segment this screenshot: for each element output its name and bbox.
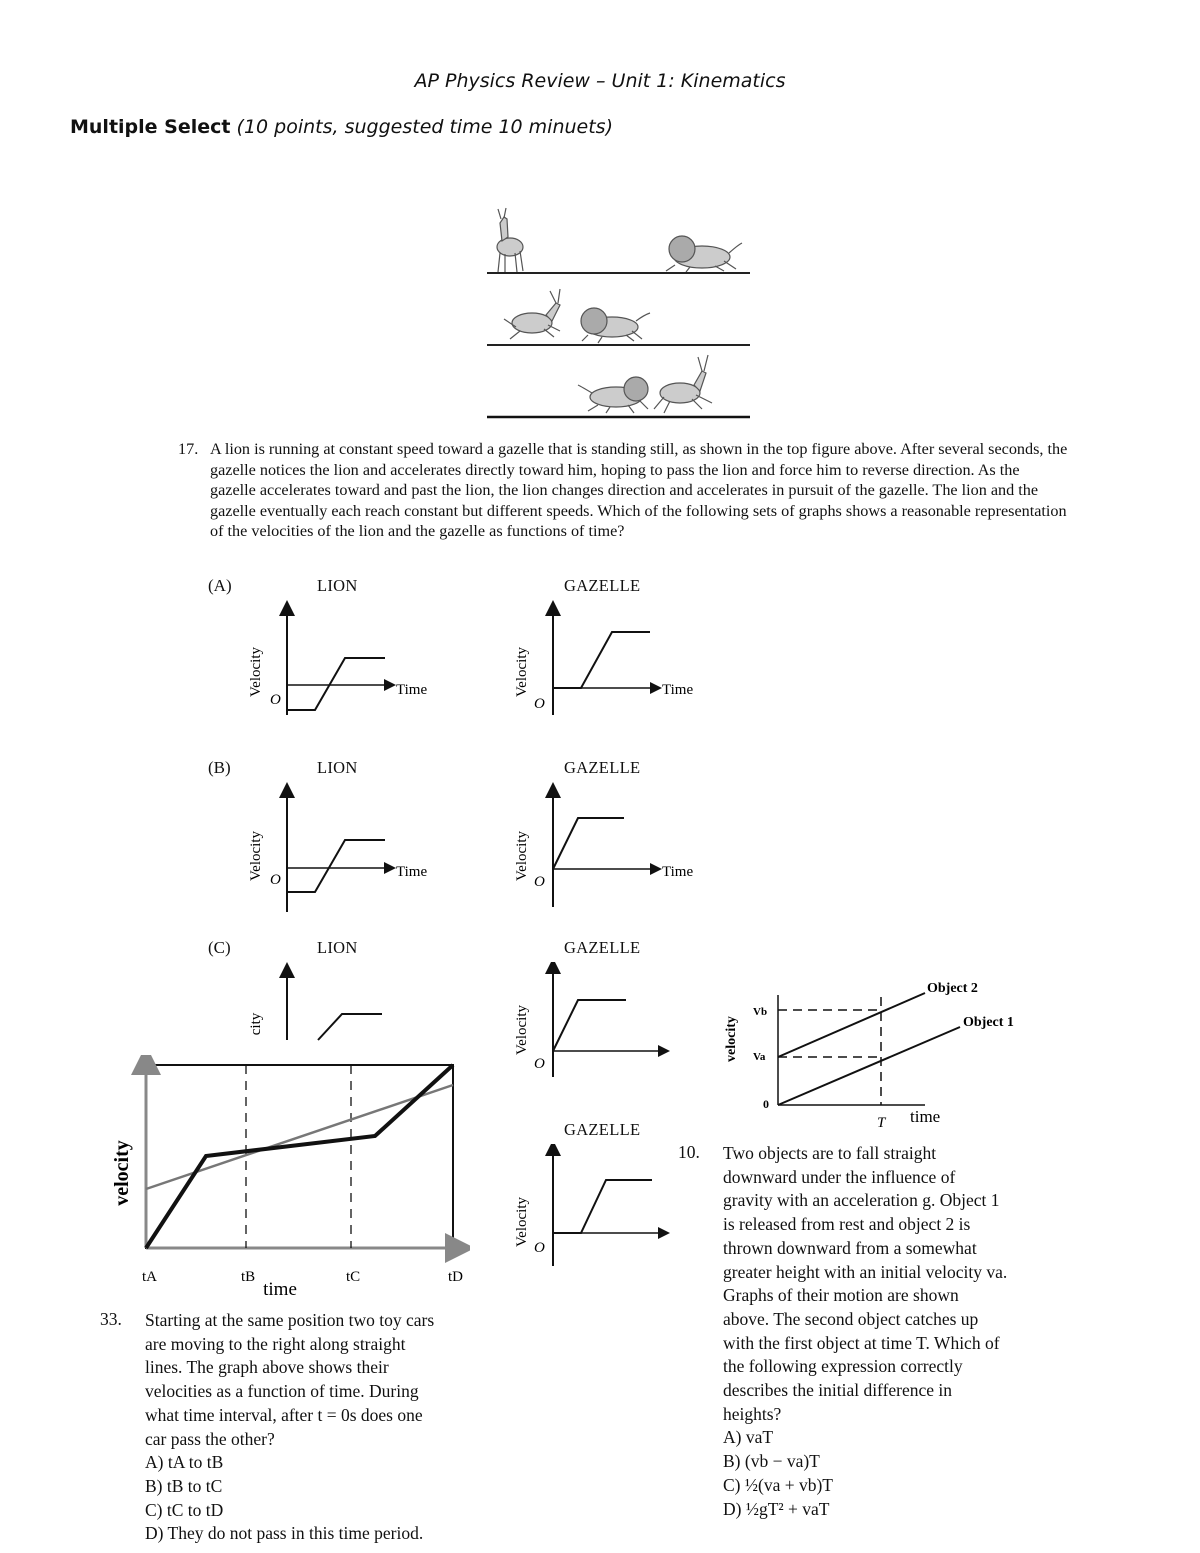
lion-title-c: LION	[317, 938, 358, 957]
question-line: describes the initial difference in	[723, 1380, 953, 1401]
question-line: velocities as a function of time. During	[145, 1381, 419, 1402]
graph-c-lion	[240, 962, 450, 1042]
graph-c-gazelle	[506, 962, 686, 1082]
question-line: downward under the influence of	[723, 1166, 956, 1187]
gazelle-title-c: GAZELLE	[564, 938, 641, 957]
y-axis-label: Velocity	[514, 831, 530, 881]
t-label: T	[877, 1115, 886, 1131]
y-axis-label: Velocity	[514, 1197, 530, 1247]
graph-d-gazelle	[506, 1144, 686, 1269]
question-line: with the first object at time T. Which of	[723, 1332, 1000, 1353]
question-line: what time interval, after t = 0s does one	[145, 1404, 423, 1425]
answer-choice-a[interactable]: A) tA to tB	[145, 1452, 224, 1473]
section-heading	[70, 116, 613, 138]
va-label: Va	[753, 1051, 766, 1063]
answer-choice-b[interactable]: B) tB to tC	[145, 1475, 223, 1496]
answer-choice-a[interactable]: A) vaT	[723, 1427, 774, 1448]
y-axis-label: Velocity	[514, 647, 530, 697]
y-axis-label: velocity	[111, 1140, 133, 1206]
x-axis-label: time	[263, 1279, 297, 1300]
graph-a-lion	[240, 600, 450, 730]
question-line: car pass the other?	[145, 1428, 275, 1449]
question-line: the following expression correctly	[723, 1356, 963, 1377]
question-line: Starting at the same position two toy cars	[145, 1310, 435, 1330]
gazelle-fleeing-icon	[654, 355, 712, 413]
x-axis-label: Time	[662, 864, 694, 880]
graph-b-lion	[240, 782, 450, 917]
answer-choice-c[interactable]: C) ½(va + vb)T	[723, 1474, 833, 1495]
origin-label: O	[534, 874, 545, 890]
vb-label: Vb	[753, 1006, 768, 1018]
question-line: Graphs of their motion are shown	[723, 1285, 959, 1306]
gazelle-leaping-icon	[504, 289, 560, 339]
graph-a-gazelle	[506, 600, 716, 730]
question-line: greater height with an initial velocity va.	[723, 1261, 1008, 1282]
question-10	[723, 1142, 1083, 1521]
y-axis-label: velocity	[724, 1016, 739, 1062]
x-axis-label: Time	[396, 682, 428, 698]
origin-label: O	[534, 696, 545, 712]
origin-label: O	[534, 1056, 545, 1072]
question-line: is released from rest and object 2 is	[723, 1214, 971, 1235]
page-title: AP Physics Review – Unit 1: Kinematics	[414, 70, 786, 92]
question-line: Two objects are to fall straight	[723, 1143, 937, 1163]
question-33-number: 33.	[100, 1309, 122, 1329]
gazelle-title-a: GAZELLE	[564, 576, 641, 595]
origin-label: O	[270, 872, 281, 888]
tick-tc: tC	[346, 1269, 361, 1285]
origin-label: O	[270, 692, 281, 708]
x-axis-label: Time	[662, 682, 694, 698]
x-axis-label: time	[910, 1107, 941, 1126]
q10-velocity-graph	[715, 975, 1045, 1135]
option-c-label: (C)	[208, 938, 231, 957]
lion-gazelle-illustration	[480, 205, 760, 425]
question-line: lines. The graph above shows their	[145, 1357, 389, 1378]
question-10-number: 10.	[678, 1142, 700, 1162]
graph-b-gazelle	[506, 782, 716, 917]
question-line: heights?	[723, 1403, 782, 1424]
answer-choice-b[interactable]: B) (vb − va)T	[723, 1451, 820, 1472]
option-b-label: (B)	[208, 758, 231, 777]
origin-label: O	[534, 1240, 545, 1256]
object-2-label: Object 2	[927, 981, 978, 996]
section-label: Multiple Select	[70, 116, 231, 138]
object-1-label: Object 1	[963, 1015, 1014, 1030]
section-note: (10 points, suggested time 10 minuets)	[236, 116, 613, 138]
answer-choice-c[interactable]: C) tC to tD	[145, 1499, 224, 1520]
x-axis-label: Time	[396, 864, 428, 880]
tick-ta: tA	[142, 1269, 157, 1285]
gazelle-standing-icon	[497, 208, 523, 272]
lion-title-a: LION	[317, 576, 358, 595]
lion-running-icon	[666, 236, 742, 272]
tick-td: tD	[448, 1269, 463, 1285]
origin-label: 0	[763, 1097, 769, 1111]
question-line: above. The second object catches up	[723, 1308, 979, 1329]
lion-running-icon-2	[581, 308, 650, 343]
y-axis-label: Velocity	[248, 831, 264, 881]
option-a-label: (A)	[208, 576, 232, 595]
gazelle-title-b: GAZELLE	[564, 758, 641, 777]
lion-title-b: LION	[317, 758, 358, 777]
tick-tb: tB	[241, 1269, 256, 1285]
answer-choice-d[interactable]: D) They do not pass in this time period.	[145, 1523, 424, 1544]
y-axis-label-partial: city	[248, 1012, 264, 1036]
y-axis-label: Velocity	[248, 647, 264, 697]
q33-velocity-graph	[100, 1055, 470, 1305]
question-text: A lion is running at constant speed toward a gazelle that is standing still, as shown in the top figure above. After several seconds, the gazelle notices the lion and accelerates directly toward him, hoping to pass the lion and force him to reverse direction. As the gazelle accelerates toward and past the lion, the lion changes direction and accelerates in pursuit of the gazelle. The lion and the gazelle eventually each reach constant but different speeds. Which of the following sets of graphs shows a reasonable representation of the velocities of the lion and the gazelle as functions of time?	[210, 440, 1068, 541]
question-line: thrown downward from a somewhat	[723, 1237, 977, 1258]
answer-choice-d[interactable]: D) ½gT² + vaT	[723, 1498, 830, 1519]
y-axis-label: Velocity	[514, 1005, 530, 1055]
lion-chasing-icon	[578, 377, 648, 413]
question-17	[178, 439, 1068, 542]
question-33	[145, 1309, 535, 1546]
question-number: 17.	[178, 440, 199, 458]
question-line: gravity with an acceleration g. Object 1	[723, 1190, 1000, 1211]
question-line: are moving to the right along straight	[145, 1333, 406, 1354]
gazelle-title-d: GAZELLE	[564, 1120, 641, 1139]
